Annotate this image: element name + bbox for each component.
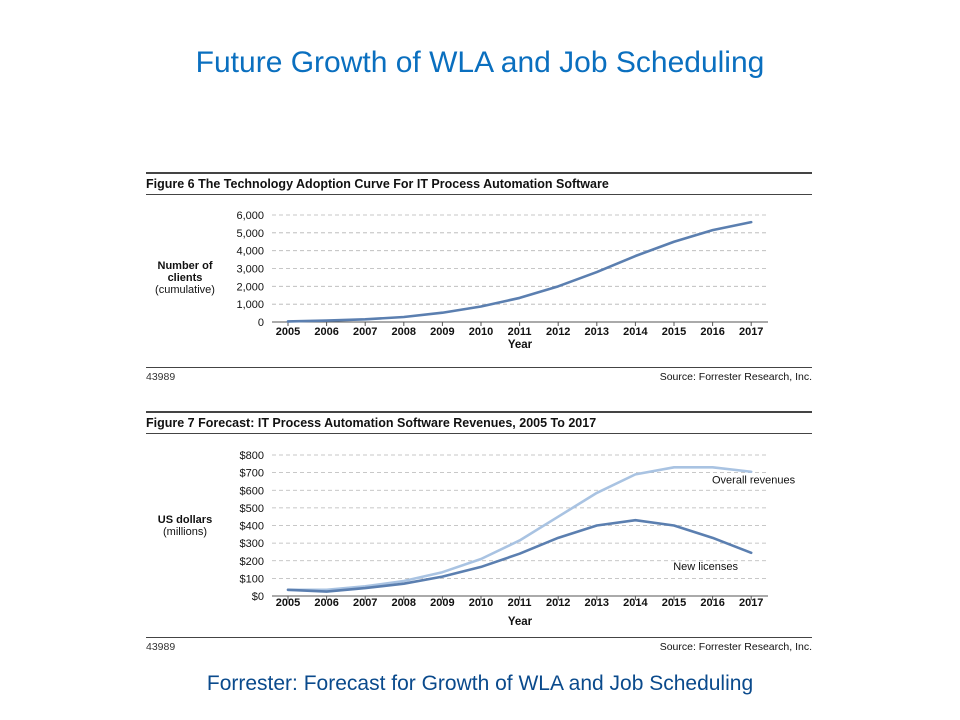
x-tick-label: 2017: [738, 597, 764, 609]
figure-6-title-text: The Technology Adoption Curve For IT Process Automation Software: [198, 177, 609, 191]
series-label: New licenses: [673, 560, 739, 573]
figure-7: [146, 406, 812, 656]
x-tick-label: 2009: [430, 597, 455, 609]
series-label: Overall revenues: [712, 474, 796, 487]
series-line-clients: [288, 222, 751, 321]
y-tick-label: $700: [239, 467, 264, 480]
x-tick-label: 2006: [314, 326, 339, 338]
figure-7-source: Source: Forrester Research, Inc.: [659, 641, 812, 653]
x-tick-label: 2017: [738, 326, 764, 338]
y-tick-label: $400: [239, 520, 264, 533]
x-tick-label: 2005: [275, 326, 301, 338]
x-tick-label: 2005: [275, 597, 301, 609]
y-tick-label: 4,000: [236, 245, 264, 258]
figure-bottom-rule: [146, 637, 812, 638]
y-tick-label: $0: [251, 591, 264, 603]
series-line-new-licenses: [288, 520, 751, 591]
figure-6-source: Source: Forrester Research, Inc.: [659, 371, 812, 383]
y-tick-label: 2,000: [236, 281, 264, 294]
y-tick-label: 6,000: [236, 210, 264, 222]
slide-title: Future Growth of WLA and Job Scheduling: [195, 46, 765, 79]
figure-6-number: Figure 6: [146, 177, 195, 191]
x-tick-label: 2013: [584, 326, 610, 338]
y-tick-label: 1,000: [236, 299, 264, 312]
figure-7-title-text: Forecast: IT Process Automation Software Revenues, 2005 To 2017: [198, 416, 597, 430]
x-tick-label: 2014: [623, 597, 648, 609]
x-tick-label: 2011: [507, 597, 532, 609]
figure-6-id: 43989: [146, 371, 176, 383]
x-tick-label: 2014: [623, 326, 648, 338]
y-tick-label: $600: [239, 485, 264, 498]
x-tick-label: 2006: [314, 597, 339, 609]
y-tick-label: $300: [239, 538, 264, 551]
x-tick-label: 2011: [507, 326, 532, 338]
x-tick-label: 2010: [468, 326, 494, 338]
y-tick-label: $100: [239, 573, 264, 586]
figure-7-chart: [146, 406, 812, 636]
x-tick-label: 2010: [468, 597, 494, 609]
y-tick-label: $800: [239, 450, 264, 462]
figure-bottom-rule: [146, 367, 812, 368]
figure-7-number: Figure 7: [146, 416, 195, 430]
x-tick-label: 2016: [700, 326, 725, 338]
y-tick-label: 0: [257, 317, 264, 329]
x-tick-label: 2008: [391, 597, 417, 609]
figure-6-chart: [146, 166, 812, 366]
figure-6-ylabel-main: Number of clients: [157, 260, 213, 284]
x-axis-label: Year: [507, 339, 533, 351]
y-tick-label: $500: [239, 502, 264, 515]
x-tick-label: 2007: [352, 326, 378, 338]
x-tick-label: 2016: [700, 597, 725, 609]
x-tick-label: 2007: [352, 597, 378, 609]
figure-6: [146, 166, 812, 388]
figure-7-ylabel-sub: (millions): [163, 526, 207, 538]
figure-6-ylabel-sub: (cumulative): [155, 284, 215, 296]
slide-caption: Forrester: Forecast for Growth of WLA and Job Scheduling: [206, 672, 754, 695]
y-tick-label: 3,000: [236, 263, 264, 276]
x-tick-label: 2012: [545, 326, 571, 338]
x-tick-label: 2015: [661, 326, 687, 338]
x-tick-label: 2013: [584, 597, 610, 609]
figure-7-ylabel-main: US dollars: [157, 514, 213, 526]
x-tick-label: 2009: [430, 326, 455, 338]
y-tick-label: $200: [239, 555, 264, 568]
x-axis-label: Year: [507, 616, 533, 628]
x-tick-label: 2015: [661, 597, 687, 609]
x-tick-label: 2008: [391, 326, 417, 338]
x-tick-label: 2012: [545, 597, 571, 609]
y-tick-label: 5,000: [236, 227, 264, 240]
figure-7-id: 43989: [146, 641, 176, 653]
